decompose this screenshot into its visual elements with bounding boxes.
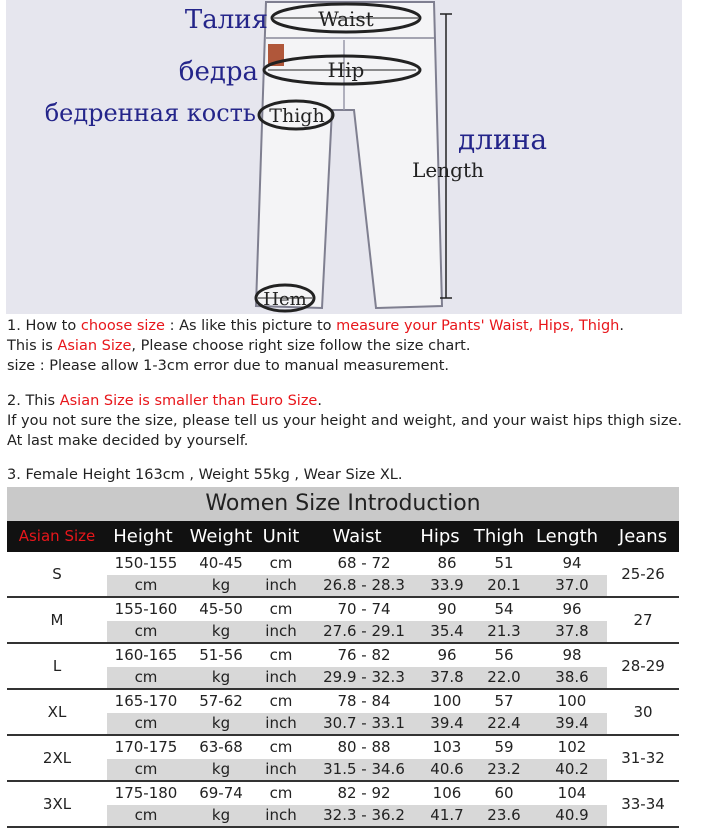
value-cell: cm <box>134 576 158 594</box>
table-row <box>7 782 679 828</box>
value-cell: 38.6 <box>555 668 589 686</box>
ru-waist-label: Талия <box>184 5 268 35</box>
value-cell: 23.2 <box>487 760 521 778</box>
value-cell: 40.2 <box>555 760 589 778</box>
value-cell: 45-50 <box>199 600 243 618</box>
value-cell: 37.8 <box>430 668 464 686</box>
value-cell: 30.7 - 33.1 <box>323 714 405 732</box>
value-cell: 70 - 74 <box>337 600 391 618</box>
header-length: Length <box>535 526 599 547</box>
value-cell: cm <box>269 692 293 710</box>
header-weight: Weight <box>189 526 253 547</box>
table-row <box>7 598 679 644</box>
jeans-cell: 27 <box>633 611 653 629</box>
size-cell: L <box>52 657 62 675</box>
note-line-1: 1. How to choose size : As like this picture to measure your Pants' Waist, Hips, Thigh. <box>7 318 624 334</box>
hem-label: Hem <box>263 289 307 310</box>
value-cell: 57-62 <box>199 692 243 710</box>
value-cell: 94 <box>562 554 582 572</box>
header-asian-size: Asian Size <box>18 527 96 545</box>
header-thigh: Thigh <box>473 526 525 547</box>
header-jeans: Jeans <box>618 526 668 547</box>
value-cell: 76 - 82 <box>337 646 391 664</box>
value-cell: cm <box>269 784 293 802</box>
note-line-3: size : Please allow 1-3cm error due to manual measurement. <box>7 358 450 374</box>
value-cell: 22.0 <box>487 668 521 686</box>
value-cell: 33.9 <box>430 576 464 594</box>
value-cell: 35.4 <box>430 622 464 640</box>
size-cell: XL <box>47 703 67 721</box>
value-cell: 175-180 <box>114 784 178 802</box>
value-cell: 102 <box>557 738 587 756</box>
value-cell: 40-45 <box>199 554 243 572</box>
table-row <box>7 690 679 736</box>
value-cell: 78 - 84 <box>337 692 391 710</box>
thigh-label: Thigh <box>269 105 325 127</box>
value-cell: 103 <box>432 738 462 756</box>
note-line-7: 3. Female Height 163cm , Weight 55kg , Wear Size XL. <box>7 467 403 483</box>
value-cell: 21.3 <box>487 622 521 640</box>
table-title: Women Size Introduction <box>7 487 679 521</box>
value-cell: cm <box>134 806 158 824</box>
value-cell: inch <box>265 668 297 686</box>
value-cell: 40.9 <box>555 806 589 824</box>
value-cell: 59 <box>494 738 514 756</box>
value-cell: 100 <box>557 692 587 710</box>
value-cell: 150-155 <box>114 554 178 572</box>
value-cell: 90 <box>437 600 457 618</box>
value-cell: 51 <box>494 554 514 572</box>
value-cell: inch <box>265 806 297 824</box>
value-cell: 27.6 - 29.1 <box>323 622 405 640</box>
jeans-cell: 31-32 <box>621 749 665 767</box>
value-cell: 165-170 <box>114 692 178 710</box>
size-cell: 3XL <box>42 795 72 813</box>
value-cell: inch <box>265 760 297 778</box>
table-header-row <box>7 521 679 552</box>
length-label: Length <box>412 158 484 182</box>
jeans-cell: 28-29 <box>621 657 665 675</box>
value-cell: 39.4 <box>430 714 464 732</box>
size-cell: M <box>50 611 64 629</box>
value-cell: cm <box>134 622 158 640</box>
value-cell: 51-56 <box>199 646 243 664</box>
value-cell: inch <box>265 576 297 594</box>
value-cell: 170-175 <box>114 738 178 756</box>
value-cell: 68 - 72 <box>337 554 391 572</box>
value-cell: 106 <box>432 784 462 802</box>
header-hips: Hips <box>420 526 460 547</box>
table-row <box>7 552 679 598</box>
table-row <box>7 644 679 690</box>
value-cell: 29.9 - 32.3 <box>323 668 405 686</box>
value-cell: 96 <box>562 600 582 618</box>
size-cell: S <box>52 565 62 583</box>
note-line-5: If you not sure the size, please tell us your height and weight, and your waist hips thigh size. <box>7 413 682 429</box>
value-cell: kg <box>211 760 231 778</box>
value-cell: 100 <box>432 692 462 710</box>
value-cell: 63-68 <box>199 738 243 756</box>
value-cell: 160-165 <box>114 646 178 664</box>
value-cell: cm <box>269 738 293 756</box>
value-cell: 31.5 - 34.6 <box>323 760 405 778</box>
value-cell: cm <box>134 760 158 778</box>
value-cell: 41.7 <box>430 806 464 824</box>
value-cell: 26.8 - 28.3 <box>323 576 405 594</box>
value-cell: cm <box>134 714 158 732</box>
header-unit: Unit <box>262 526 300 547</box>
value-cell: kg <box>211 668 231 686</box>
value-cell: 39.4 <box>555 714 589 732</box>
value-cell: 82 - 92 <box>337 784 391 802</box>
value-cell: 32.3 - 36.2 <box>323 806 405 824</box>
value-cell: 37.0 <box>555 576 589 594</box>
note-line-2: This is Asian Size, Please choose right size follow the size chart. <box>7 338 471 354</box>
value-cell: 37.8 <box>555 622 589 640</box>
value-cell: cm <box>269 554 293 572</box>
size-cell: 2XL <box>42 749 72 767</box>
value-cell: 57 <box>494 692 514 710</box>
value-cell: 40.6 <box>430 760 464 778</box>
value-cell: kg <box>211 576 231 594</box>
value-cell: 54 <box>494 600 514 618</box>
value-cell: cm <box>269 600 293 618</box>
ru-hip-label: бедра <box>178 57 258 87</box>
value-cell: inch <box>265 622 297 640</box>
value-cell: cm <box>134 668 158 686</box>
hip-label: Hip <box>327 58 365 82</box>
header-height: Height <box>113 526 173 547</box>
value-cell: 60 <box>494 784 514 802</box>
value-cell: 104 <box>557 784 587 802</box>
value-cell: 98 <box>562 646 582 664</box>
value-cell: cm <box>269 646 293 664</box>
value-cell: 20.1 <box>487 576 521 594</box>
value-cell: kg <box>211 806 231 824</box>
table-row <box>7 736 679 782</box>
pants-measurement-figure <box>6 0 682 314</box>
pants-illustration <box>6 0 682 314</box>
jeans-cell: 25-26 <box>621 565 665 583</box>
value-cell: inch <box>265 714 297 732</box>
value-cell: 22.4 <box>487 714 521 732</box>
note-line-6: At last make decided by yourself. <box>7 433 249 449</box>
value-cell: 80 - 88 <box>337 738 391 756</box>
value-cell: 155-160 <box>114 600 178 618</box>
value-cell: kg <box>211 622 231 640</box>
note-line-4: 2. This Asian Size is smaller than Euro Size. <box>7 393 322 409</box>
value-cell: 69-74 <box>199 784 243 802</box>
ru-thigh-label: бедренная кость <box>44 99 256 127</box>
header-waist: Waist <box>332 526 382 547</box>
value-cell: kg <box>211 714 231 732</box>
value-cell: 23.6 <box>487 806 521 824</box>
value-cell: 86 <box>437 554 457 572</box>
jeans-cell: 33-34 <box>621 795 665 813</box>
ru-length-label: длина <box>458 123 548 156</box>
waist-label: Waist <box>318 7 374 31</box>
value-cell: 96 <box>437 646 457 664</box>
value-cell: 56 <box>494 646 514 664</box>
jeans-cell: 30 <box>633 703 653 721</box>
